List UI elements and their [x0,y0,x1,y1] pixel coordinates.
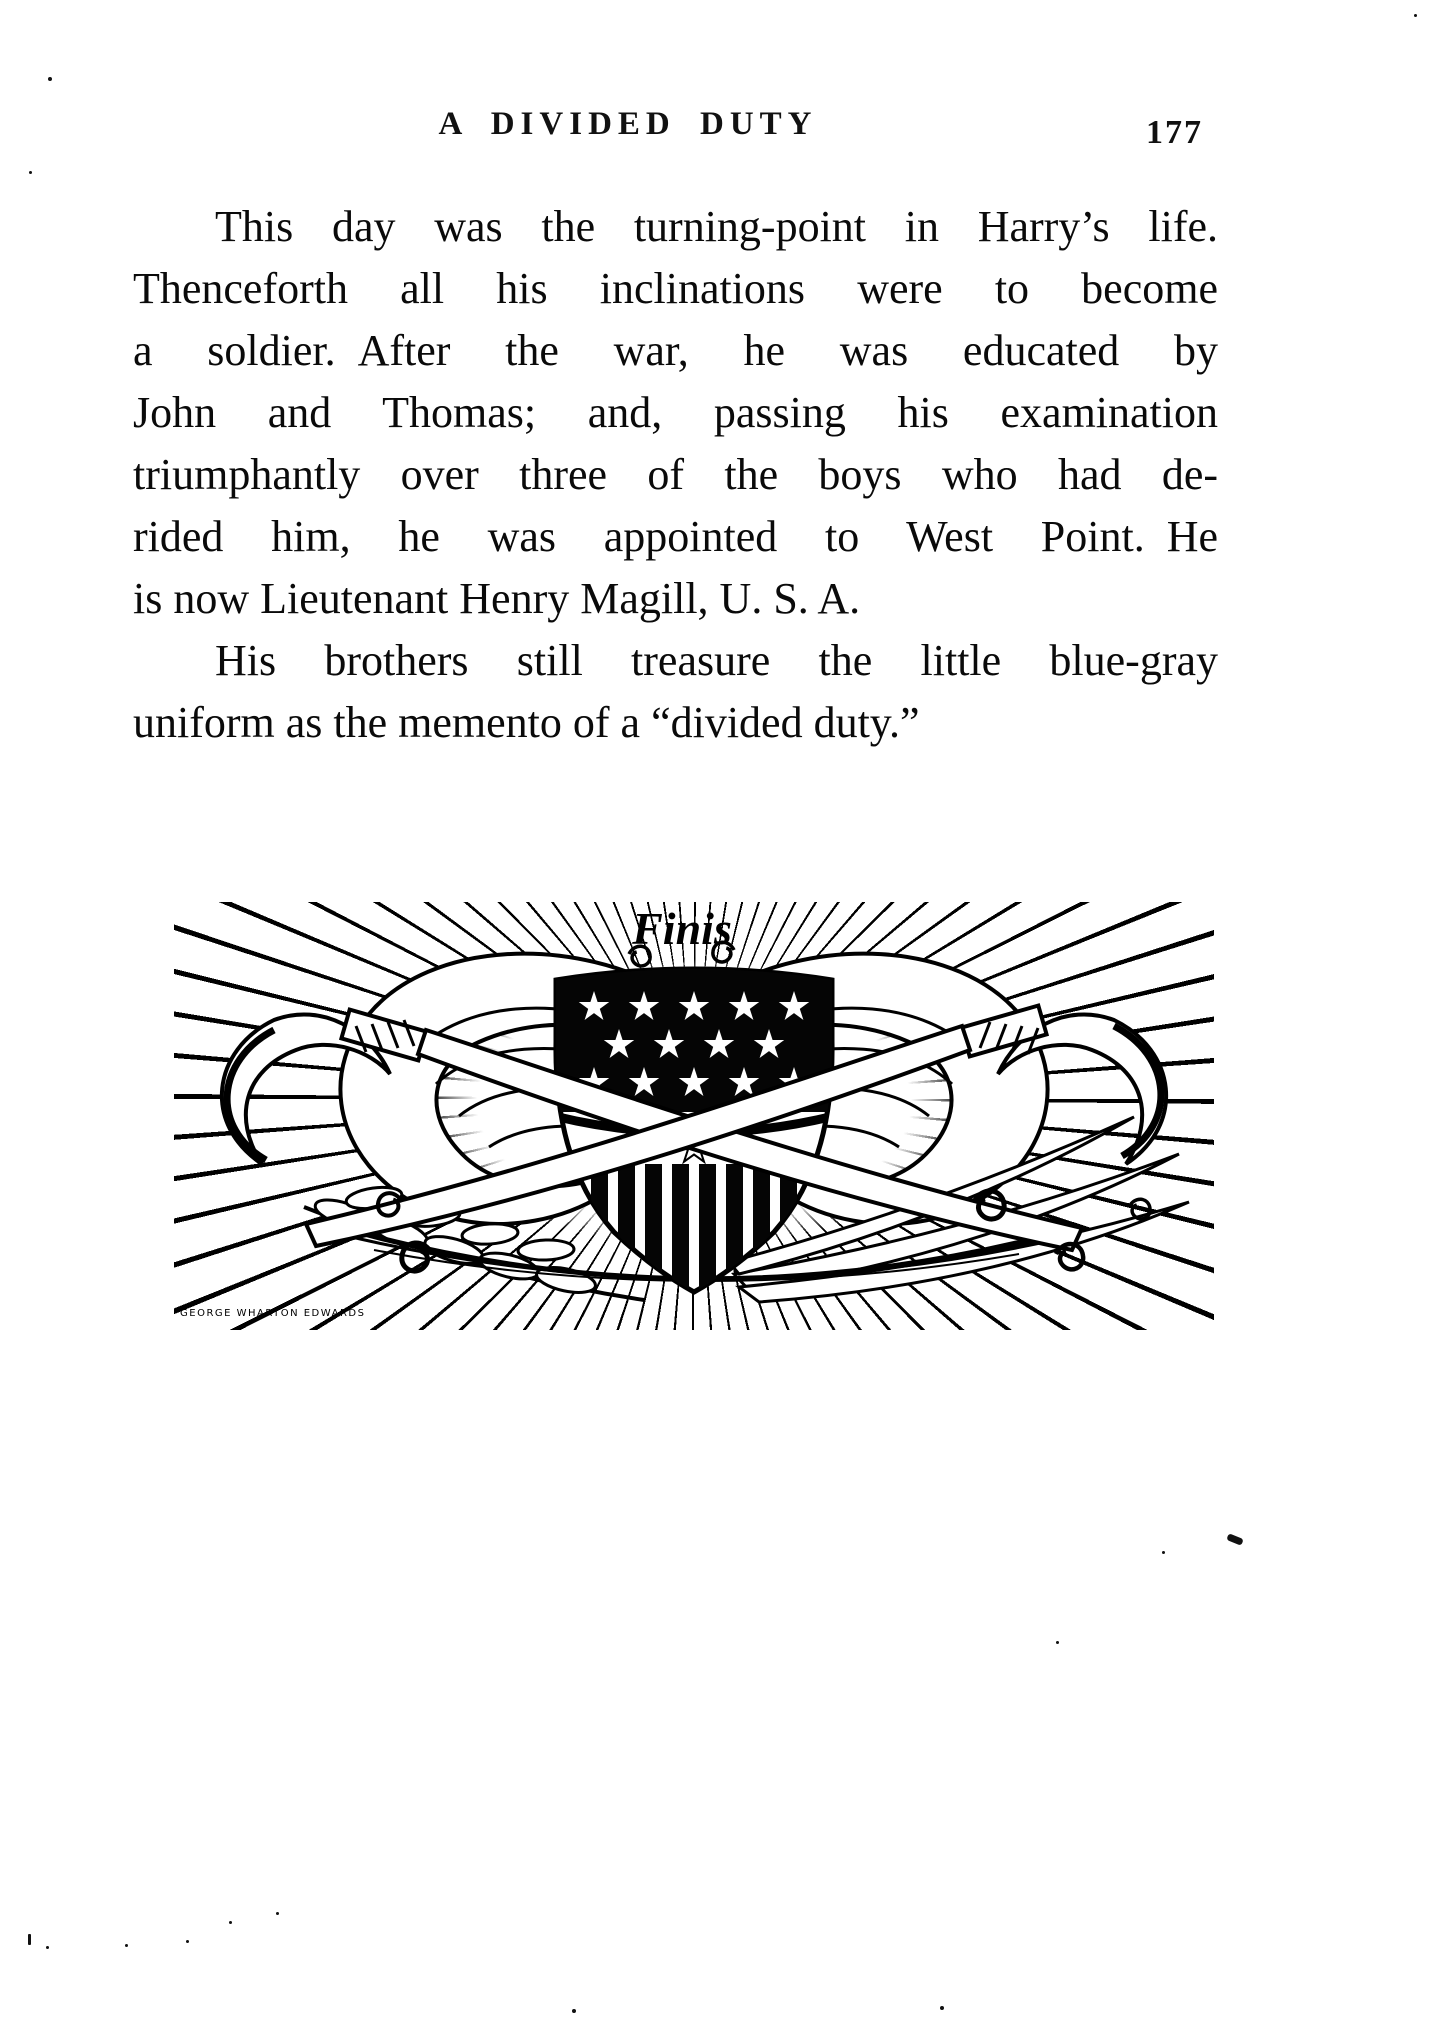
finis-script: Finis [632,903,732,954]
shield-sabers-vignette [174,902,1214,1330]
artist-signature: GEORGE WHARTON EDWARDS [180,1308,366,1319]
chapter-title: A DIVIDED DUTY [438,106,818,142]
body-text [133,196,1218,754]
text-line: His brothers still treasure the little blue-gray [215,636,1218,685]
page-number: 177 [1146,114,1203,151]
text-line: is now Lieutenant Henry Magill, U. S. A. [133,574,861,623]
running-head [133,106,1123,143]
text-line: rided him, he was appointed to West Point. He [133,512,1218,561]
text-line: Thenceforth all his inclinations were to become [133,264,1218,313]
text-line: uniform as the memento of a “divided duty.” [133,698,920,747]
text-line: triumphantly over three of the boys who had de- [133,450,1218,499]
tailpiece-engraving [174,902,1214,1330]
text-line: a soldier. After the war, he was educated by [133,326,1218,375]
text-line: This day was the turning-point in Harry’s life. [215,202,1218,251]
text-line: John and Thomas; and, passing his examination [133,388,1218,437]
